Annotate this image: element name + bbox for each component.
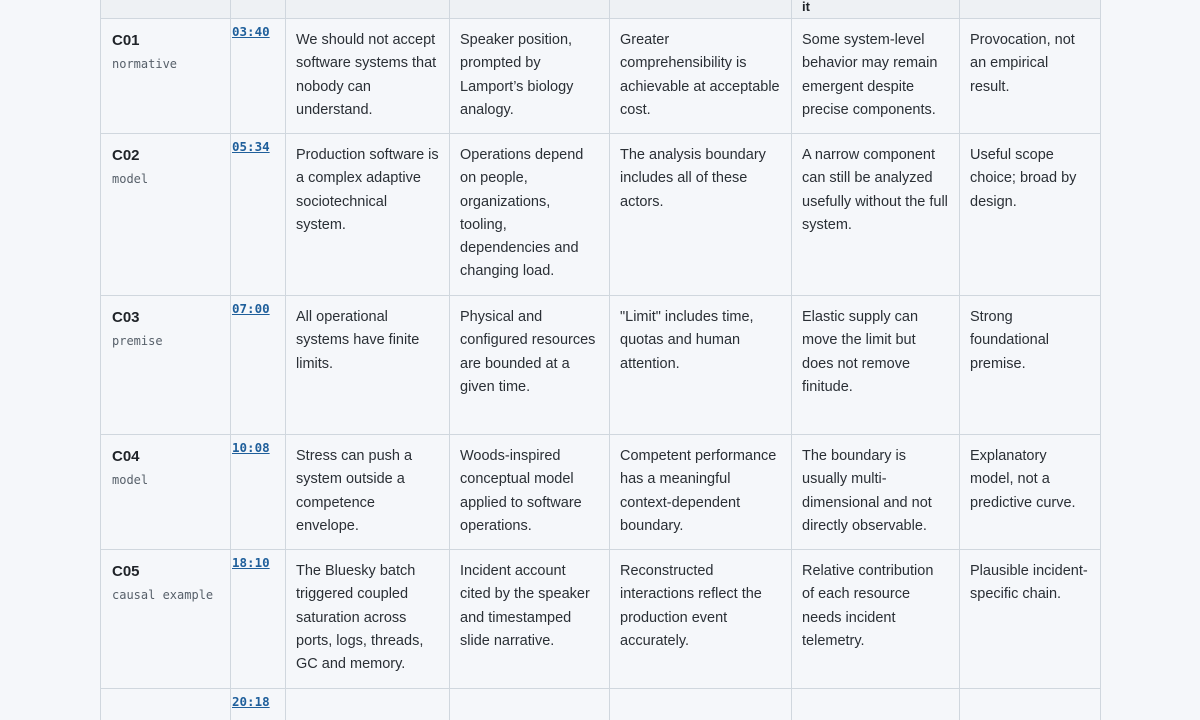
evidence-cell: Woods-inspired conceptual model applied to software operations.	[450, 435, 610, 550]
table-row	[101, 296, 1101, 435]
claim-id-cell	[101, 435, 231, 550]
claim-id-cell	[101, 296, 231, 435]
timestamp-link[interactable]: 10:08	[232, 440, 270, 455]
claim-id-cell	[101, 19, 231, 134]
claim-type: causal example	[112, 588, 214, 602]
timestamp-cell	[231, 19, 286, 134]
claim-id: C03	[112, 309, 140, 326]
timestamp-link[interactable]: 18:10	[232, 555, 270, 570]
header-cell	[286, 0, 450, 19]
claim-cell: We should not accept software systems that nobody can understand.	[286, 19, 450, 134]
assessment-cell	[960, 689, 1101, 720]
assumption-cell: "Limit" includes time, quotas and human attention.	[610, 296, 792, 435]
evidence-cell: Incident account cited by the speaker and timestamped slide narrative.	[450, 550, 610, 689]
header-cell	[792, 0, 960, 19]
timestamp-cell	[231, 435, 286, 550]
caveat-cell: Some system-level behavior may remain emergent despite precise components.	[792, 19, 960, 134]
caveat-cell: Relative contribution of each resource needs incident telemetry.	[792, 550, 960, 689]
claim-id: C04	[112, 448, 140, 465]
assessment-cell: Strong foundational premise.	[960, 296, 1101, 435]
timestamp-cell	[231, 134, 286, 296]
claim-type: model	[112, 473, 149, 487]
evidence-cell: Operations depend on people, organizations, tooling, dependencies and changing load.	[450, 134, 610, 296]
claim-cell: Production software is a complex adaptive sociotechnical system.	[286, 134, 450, 296]
timestamp-cell	[231, 296, 286, 435]
assumption-cell: Reconstructed interactions reflect the production event accurately.	[610, 550, 792, 689]
table-row	[101, 689, 1101, 720]
header-cell	[610, 0, 792, 19]
claim-id: C05	[112, 563, 140, 580]
header-cell	[450, 0, 610, 19]
caveat-cell: The boundary is usually multi-dimensional and not directly observable.	[792, 435, 960, 550]
claim-type: model	[112, 172, 149, 186]
timestamp-link[interactable]: 20:18	[232, 694, 270, 709]
timestamp-cell	[231, 689, 286, 720]
assessment-cell: Explanatory model, not a predictive curve.	[960, 435, 1101, 550]
claim-cell: All operational systems have finite limits.	[286, 296, 450, 435]
assessment-cell: Plausible incident-specific chain.	[960, 550, 1101, 689]
assumption-cell: Greater comprehensibility is achievable at acceptable cost.	[610, 19, 792, 134]
evidence-cell: Speaker position, prompted by Lamport’s biology analogy.	[450, 19, 610, 134]
claim-id: C02	[112, 147, 140, 164]
claim-cell: Stress can push a system outside a competence envelope.	[286, 435, 450, 550]
header-cell	[231, 0, 286, 19]
table-row	[101, 550, 1101, 689]
assessment-cell: Provocation, not an empirical result.	[960, 19, 1101, 134]
caveat-cell: Elastic supply can move the limit but does not remove finitude.	[792, 296, 960, 435]
header-label: it	[802, 0, 810, 14]
claim-cell	[286, 689, 450, 720]
claim-type: normative	[112, 57, 178, 71]
claim-id-cell	[101, 550, 231, 689]
assessment-cell: Useful scope choice; broad by design.	[960, 134, 1101, 296]
claim-cell: The Bluesky batch triggered coupled saturation across ports, logs, threads, GC and memory.	[286, 550, 450, 689]
claim-id-cell	[101, 134, 231, 296]
table-row	[101, 19, 1101, 134]
claims-table	[100, 0, 1101, 720]
evidence-cell	[450, 689, 610, 720]
timestamp-link[interactable]: 05:34	[232, 139, 270, 154]
assumption-cell: Competent performance has a meaningful context-dependent boundary.	[610, 435, 792, 550]
assumption-cell	[610, 689, 792, 720]
table-row	[101, 134, 1101, 296]
caveat-cell	[792, 689, 960, 720]
evidence-cell: Physical and configured resources are bounded at a given time.	[450, 296, 610, 435]
timestamp-link[interactable]: 07:00	[232, 301, 270, 316]
header-cell	[101, 0, 231, 19]
timestamp-link[interactable]: 03:40	[232, 24, 270, 39]
table-header-row	[101, 0, 1101, 19]
claim-id: C01	[112, 32, 140, 49]
table-row	[101, 435, 1101, 550]
claim-type: premise	[112, 334, 163, 348]
assumption-cell: The analysis boundary includes all of these actors.	[610, 134, 792, 296]
timestamp-cell	[231, 550, 286, 689]
header-cell	[960, 0, 1101, 19]
claim-id-cell	[101, 689, 231, 720]
caveat-cell: A narrow component can still be analyzed usefully without the full system.	[792, 134, 960, 296]
